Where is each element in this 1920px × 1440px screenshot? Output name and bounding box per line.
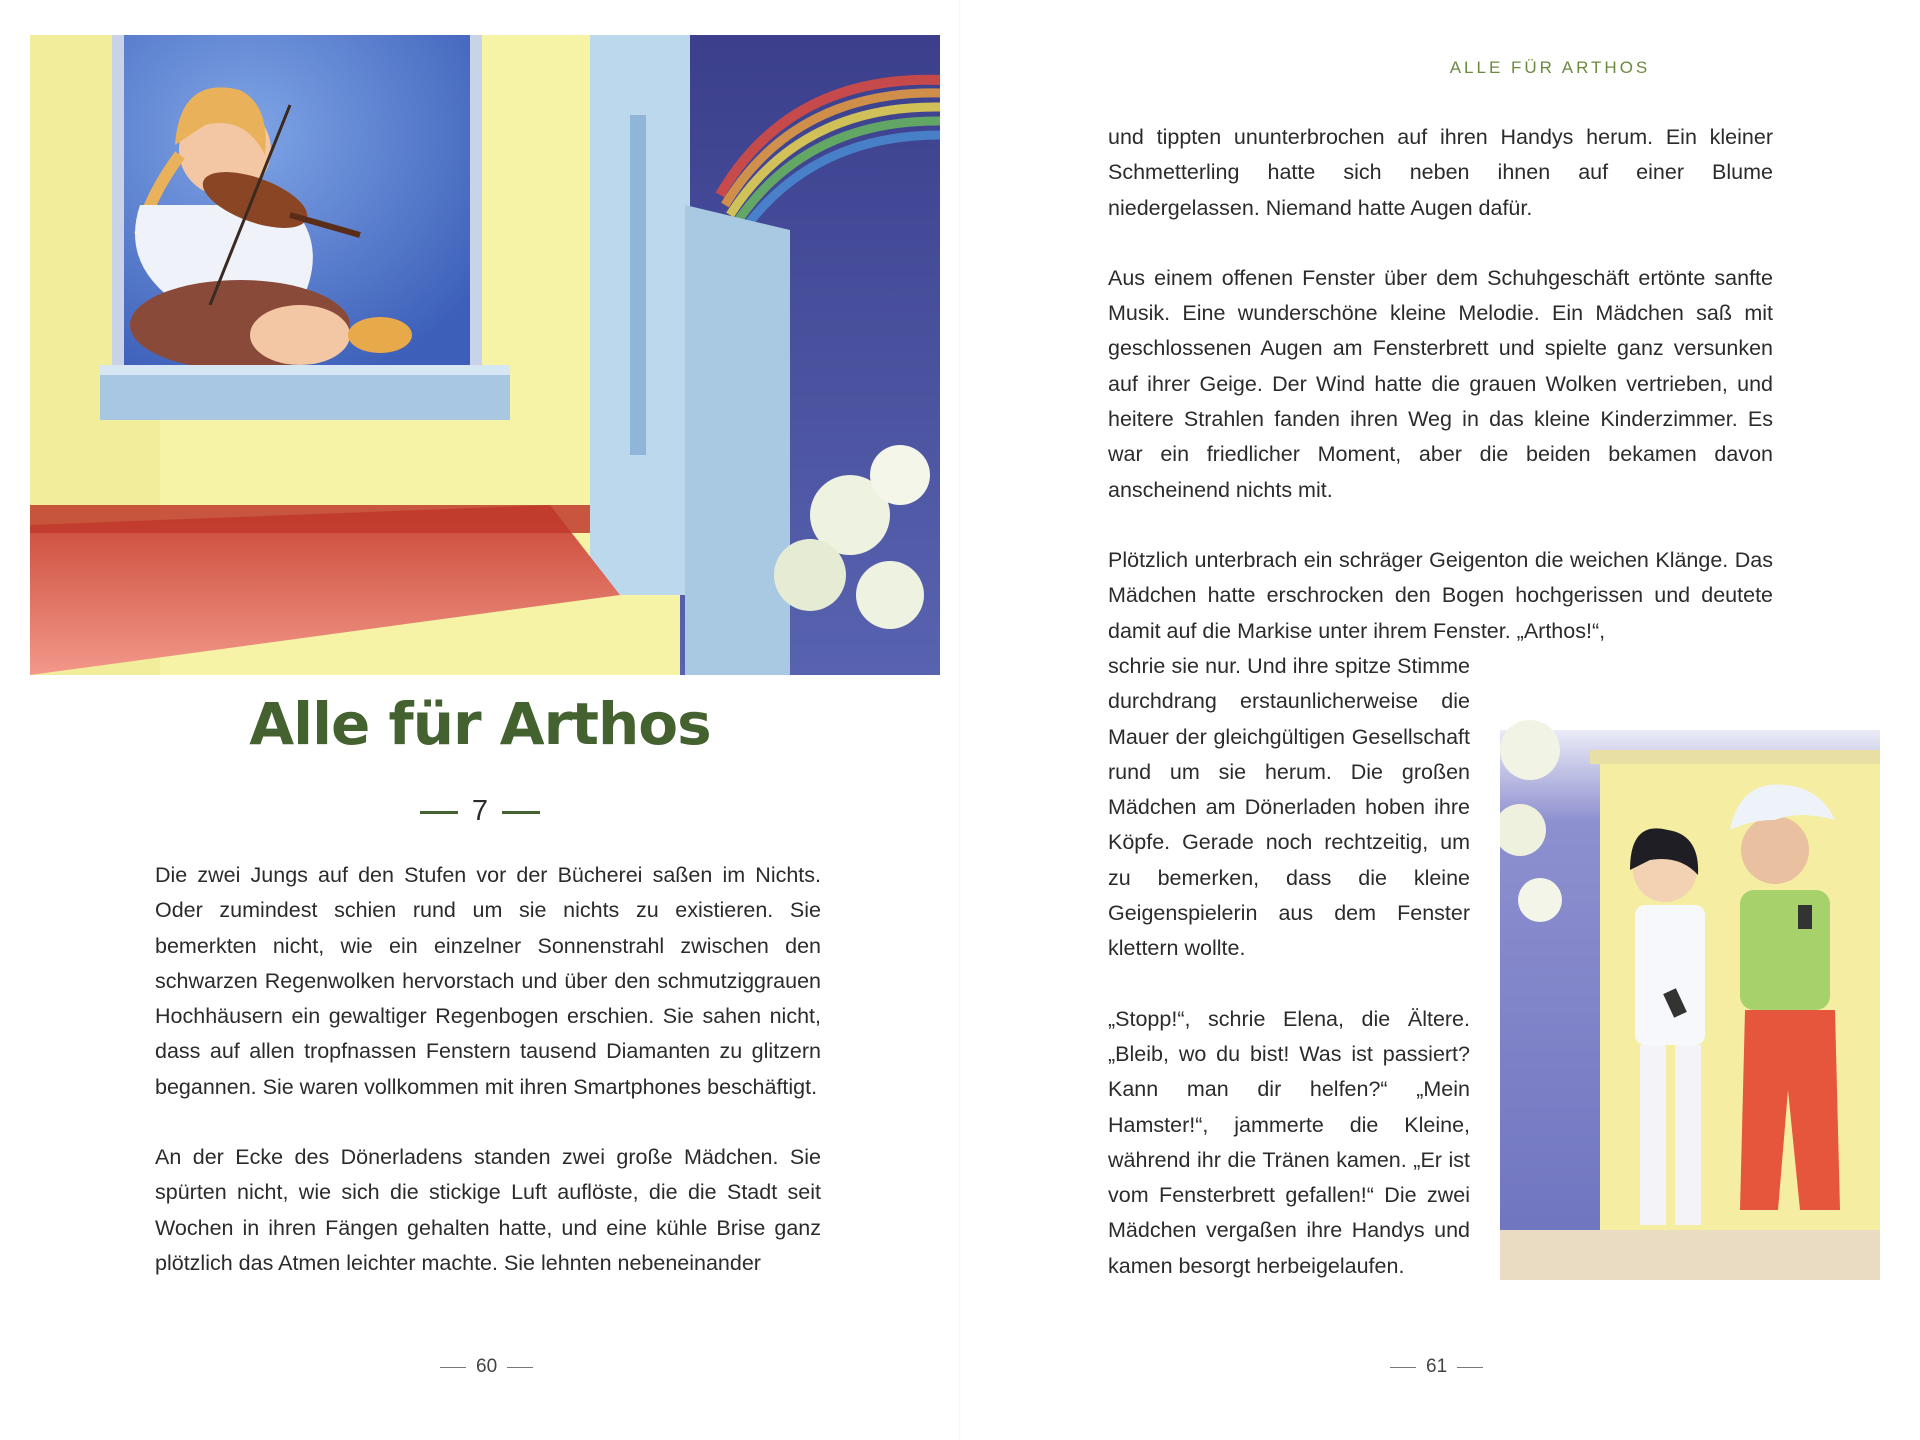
folio-rule [440, 1367, 466, 1368]
folio-rule [1390, 1367, 1416, 1368]
paragraph: Plötzlich unterbrach ein schräger Geigenton die weichen Klänge. Das Mädchen hatte erschrocken den Bogen hochgerissen und deutete damit auf die Markise unter ihrem Fenster. „Arthos!“, [1108, 547, 1773, 643]
chapter-number [0, 795, 960, 828]
folio-rule [507, 1367, 533, 1368]
watercolor-two-girls-with-phones-icon [1500, 670, 1880, 1310]
right-body-text [1108, 120, 1773, 649]
chapter-number-dash-left [420, 811, 458, 814]
paragraph: Aus einem offenen Fenster über dem Schuhgeschäft ertönte sanfte Musik. Eine wunderschöne kleine Melodie. Ein Mädchen saß mit geschlossenen Augen am Fensterbrett und spielte ganz versunken auf ihrer Geige. Der Wind hatte die grauen Wolken vertrieben, und heitere Strahlen fanden ihren Weg in das kleine Kinderzimmer. Es war ein friedlicher Moment, aber die beiden bekamen davon anscheinend nichts mit. [1108, 265, 1773, 502]
page-number-value: 60 [476, 1356, 498, 1377]
two-girls-illustration [1500, 670, 1880, 1310]
paragraph: schrie sie nur. Und ihre spitze Stimme durchdrang erstaunlicherweise die Mauer der gleichgültigen Gesellschaft rund um sie herum. Die großen Mädchen am Dönerladen hoben ihre Köpfe. Gerade noch rechtzeitig, um zu bemerken, dass die kleine Geigenspielerin aus dem Fenster klettern wollte. [1108, 654, 1470, 961]
folio-rule [1457, 1367, 1483, 1368]
left-body-text [155, 858, 821, 1281]
watercolor-girl-playing-violin-at-window-icon [30, 35, 940, 675]
violin-girl-illustration [30, 35, 940, 675]
paragraph: An der Ecke des Dönerladens standen zwei große Mädchen. Sie spürten nicht, wie sich die stickige Luft auflöste, die die Stadt seit Wochen in ihren Fängen gehalten hatte, und eine kühle Brise ganz plötzlich das Atmen leichter machte. Sie lehnten nebeneinander [155, 1145, 821, 1275]
chapter-title: Alle für Arthos [249, 690, 711, 758]
right-page [960, 0, 1920, 1440]
page-number-value: 61 [1426, 1356, 1448, 1377]
page-number-left [440, 1356, 533, 1378]
paragraph: Die zwei Jungs auf den Stufen vor der Bücherei saßen im Nichts. Oder zumindest schien rund um sie nichts zu existieren. Sie bemerkten nicht, wie ein einzelner Sonnenstrahl zwischen den schwarzen Regenwolken hervorstach und über den schmutziggrauen Hochhäusern ein gewaltiger Regenbogen erschien. Sie sahen nicht, dass auf allen tropfnassen Fenstern tausend Diamanten zu glitzern begannen. Sie waren vollkommen mit ihren Smartphones beschäftigt. [155, 863, 821, 1099]
right-body-text-narrow [1108, 649, 1470, 1284]
page-number-right [1390, 1356, 1483, 1378]
chapter-number-value: 7 [471, 795, 489, 827]
running-head: ALLE FÜR ARTHOS [1449, 58, 1651, 77]
paragraph: und tippten ununterbrochen auf ihren Handys herum. Ein kleiner Schmetterling hatte sich neben ihnen auf einer Blume niedergelassen. Niemand hatte Augen dafür. [1108, 125, 1773, 220]
chapter-number-dash-right [502, 811, 540, 814]
paragraph: „Stopp!“, schrie Elena, die Ältere. „Bleib, wo du bist! Was ist passiert? Kann man dir helfen?“ „Mein Hamster!“, jammerte die Kleine, während ihr die Tränen kamen. „Er ist vom Fensterbrett gefallen!“ Die zwei Mädchen vergaßen ihre Handys und kamen besorgt herbeigelaufen. [1108, 1006, 1470, 1278]
